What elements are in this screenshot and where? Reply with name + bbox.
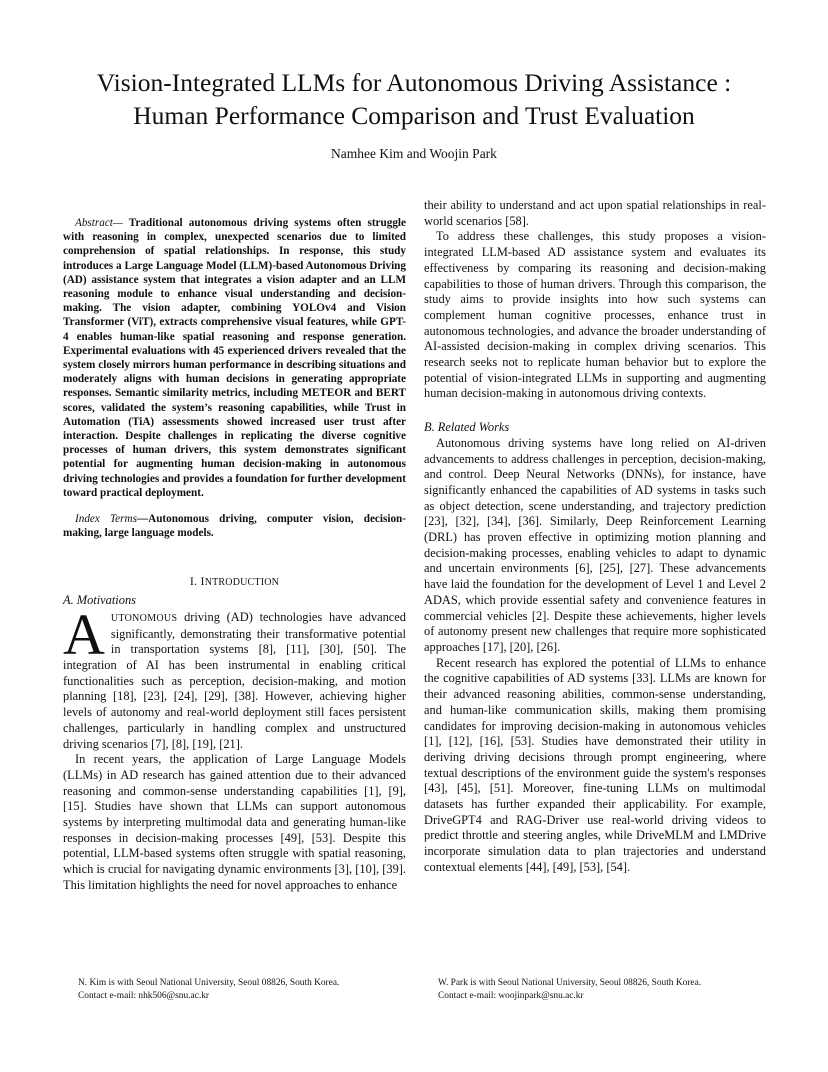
footnote-right-affiliation: W. Park is with Seoul National University, Seoul 08826, South Korea.	[438, 978, 702, 988]
section-heading-introduction	[63, 574, 406, 591]
abstract-text: Traditional autonomous driving systems often struggle with reasoning in complex, unexpected scenarios due to limited comprehension of spatial relationships. In response, this study introduces a Large Language Model (LLM)-based Autonomous Driving (AD) assistance system that integrates a vision adapter and an LLM reasoning module to enhance visual understanding and decision-making. The vision adapter, combining YOLOv4 and Vision Transformer (ViT), extracts comprehensive visual features, while GPT-4 enables human-like spatial reasoning and response generation. Experimental evaluations with 45 experienced drivers revealed that the system closely mirrors human performance in describing situations and moderately aligns with human decisions in generating appropriate responses. Semantic similarity metrics, including METEOR and BERT scores, validated the system’s reasoning capabilities, while Trust in Automation (TiA) assessments showed increased user trust after interaction. Despite challenges in replicating the diverse cognitive processes of human drivers, this system demonstrates significant potential for augmenting human decision-making in autonomous driving technologies and provides a foundation for further development toward practical deployment.	[63, 217, 406, 499]
index-terms	[63, 512, 406, 540]
index-terms-label: Index Terms	[75, 513, 137, 526]
author-list: Namhee Kim and Woojin Park	[331, 146, 497, 161]
related-works-paragraph-1: Autonomous driving systems have long relied on AI-driven advancements to address challenges in perception, decision-making, and control. Deep Neural Networks (DNNs), for instance, have significantly enhanced the capabilities of AD systems in tasks such as object detection, scene understanding, and trajectory prediction [23], [32], [34], [36]. Similarly, Deep Reinforcement Learning (DRL) has proven effective in optimizing motion planning and decision-making processes, enabling vehicles to adapt to dynamic and uncertain environments [6], [25], [27]. These advancements have laid the foundation for the development of Level 1 and Level 2 ADAS, which provide essential safety and convenience features in commercial vehicles [2]. Despite these achievements, higher levels of autonomy present new challenges that require more sophisticated approaches [17], [20], [26].	[424, 435, 766, 654]
footnote-left-email: Contact e-mail: nhk506@snu.ac.kr	[78, 991, 209, 1001]
drop-cap-word: UTONOMOUS	[110, 612, 178, 624]
abstract-label: Abstract—	[75, 217, 123, 229]
title-line-2: Human Performance Comparison and Trust Evaluation	[133, 101, 695, 130]
footnote-right-email: Contact e-mail: woojinpark@snu.ac.kr	[438, 991, 584, 1001]
drop-cap: A	[63, 601, 105, 667]
intro-paragraph-1	[63, 601, 406, 752]
left-column	[63, 198, 406, 894]
intro-paragraph-3: To address these challenges, this study proposes a vision-integrated LLM-based AD assistance system and evaluates its effectiveness by comparing its reasoning and decision-making capabilities to those of human drivers. Through this comparison, the study aims to provide insights into how such systems can complement human cognitive processes, enhance trust in autonomous technologies, and advance the broader understanding of AI-assisted decision-making in complex driving scenarios. This research seeks not to replicate human behavior but to explore the potential of vision-integrated LLMs in supporting and augmenting human decision-making in autonomous driving contexts.	[424, 229, 766, 401]
paper-title	[40, 66, 788, 132]
footnote-left-affiliation: N. Kim is with Seoul National University, Seoul 08826, South Korea.	[78, 978, 340, 988]
section-heading-first: I. I	[189, 574, 205, 589]
section-heading-rest: NTRODUCTION	[204, 577, 280, 589]
footnote-author-1	[78, 977, 408, 1003]
index-terms-text: —Autonomous driving, computer vision, decision-making, large language models.	[63, 513, 406, 540]
intro-paragraph-2: In recent years, the application of Large Language Models (LLMs) in AD research has gained attention due to their advanced reasoning and common-sense understanding capabilities [1], [9], [15]. Studies have shown that LLMs can support autonomous systems by interpreting multimodal data and generating human-like responses in decision-making processes [49], [53]. Despite this potential, LLM-based systems often struggle with spatial reasoning, which is crucial for navigating dynamic environments [3], [10], [39]. This limitation highlights the need for novel approaches to enhance	[63, 752, 406, 892]
subsection-motivations: A. Motivations	[63, 593, 136, 608]
abstract	[63, 216, 406, 500]
footnote-author-2	[438, 977, 768, 1003]
related-works-paragraph-2: Recent research has explored the potential of LLMs to enhance the cognitive capabilities of AD systems [33]. LLMs are known for their advanced reasoning abilities, common-sense understanding, and human-like communication skills, making them promising candidates for improving decision-making in autonomous vehicles [1], [12], [16], [53]. Studies have demonstrated their utility in deriving driving decisions through prompt engineering, where textual descriptions of the environment guide the system's responses [43], [45], [51]. Moreover, fine-tuning LLMs on multimodal datasets has further expanded their applicability. For example, DriveGPT4 and RAG-Driver use real-world driving videos to predict throttle and steering angles, while DriveMLM and LMDrive incorporate simulation data to plan trajectories and understand contextual elements [44], [49], [53], [54].	[424, 655, 766, 874]
intro-paragraph-2-continued: their ability to understand and act upon spatial relationships in real-world scenarios [58].	[424, 198, 766, 228]
title-line-1: Vision-Integrated LLMs for Autonomous Driving Assistance :	[96, 68, 732, 97]
intro-paragraph-1-text: driving (AD) technologies have advanced significantly, demonstrating their transformative potential in transportation systems [8], [11], [30], [50]. The integration of AI has been instrumental in enabling critical functionalities such as perception, decision-making, and motion planning [18], [23], [24], [29], [38]. However, achieving higher levels of autonomy and real-world deployment still faces persistent challenges, particularly in handling complex and unstructured driving scenarios [7], [8], [19], [21].	[63, 609, 406, 751]
subsection-related-works: B. Related Works	[424, 420, 510, 435]
right-column	[424, 198, 766, 876]
